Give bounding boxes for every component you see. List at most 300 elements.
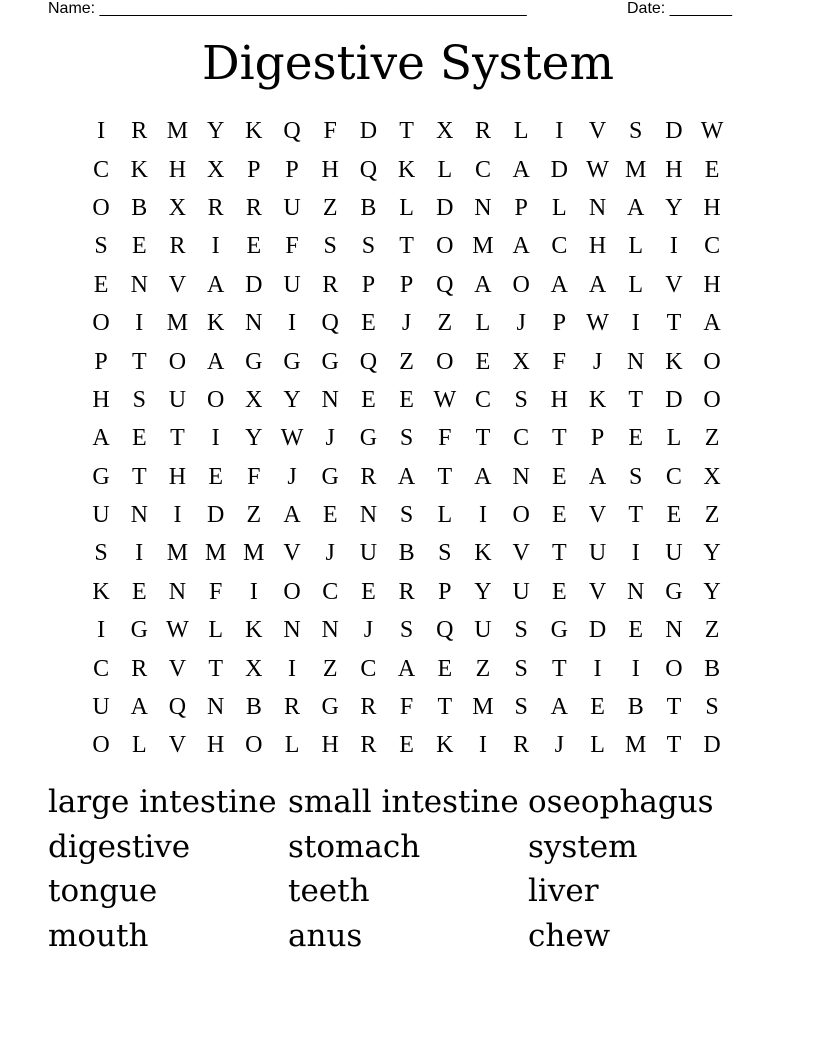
grid-letter: Z — [704, 617, 720, 644]
grid-letter: T — [399, 233, 414, 260]
grid-letter: T — [437, 694, 453, 721]
grid-letter: S — [438, 540, 452, 567]
grid-letter: L — [513, 118, 529, 145]
grid-letter: O — [512, 271, 530, 298]
grid-letter: O — [92, 732, 110, 759]
grid-letter: H — [168, 463, 187, 490]
grid-letter: B — [131, 194, 148, 221]
grid-letter: Z — [475, 655, 491, 682]
grid-letter: M — [166, 540, 189, 567]
grid-letter: A — [627, 194, 645, 221]
grid-letter: P — [399, 271, 414, 298]
grid-letter: F — [399, 694, 414, 721]
grid-row — [82, 304, 731, 342]
grid-letter: K — [397, 156, 416, 183]
grid-letter: E — [552, 502, 567, 529]
grid-letter: A — [588, 463, 607, 490]
grid-row — [82, 381, 731, 419]
grid-letter: B — [245, 694, 262, 721]
grid-letter: Y — [474, 578, 492, 605]
grid-letter: J — [363, 617, 374, 644]
grid-row — [82, 458, 731, 496]
grid-letter: O — [703, 348, 721, 375]
grid-letter: K — [245, 118, 263, 145]
grid-letter: I — [478, 732, 487, 759]
grid-letter: W — [433, 386, 457, 413]
grid-letter: G — [321, 463, 339, 490]
grid-letter: V — [168, 271, 187, 298]
grid-letter: B — [704, 655, 721, 682]
grid-letter: O — [283, 578, 301, 605]
grid-letter: A — [474, 463, 492, 490]
grid-letter: V — [168, 732, 187, 759]
grid-letter: P — [590, 425, 605, 452]
grid-letter: R — [360, 732, 377, 759]
grid-letter: T — [552, 655, 567, 682]
grid-letter: X — [703, 463, 721, 490]
grid-letter: Z — [437, 310, 453, 337]
grid-letter: D — [206, 502, 225, 529]
grid-letter: I — [135, 540, 144, 567]
grid-letter: M — [625, 156, 647, 183]
grid-letter: I — [249, 578, 258, 605]
grid-letter: U — [92, 502, 110, 529]
grid-letter: A — [550, 694, 569, 721]
page-title: Digestive System — [201, 36, 615, 91]
grid-letter: Z — [322, 194, 338, 221]
grid-letter: Y — [283, 386, 301, 413]
grid-letter: H — [321, 732, 339, 759]
grid-letter: R — [474, 118, 491, 145]
grid-row — [82, 649, 731, 687]
grid-letter: R — [207, 194, 224, 221]
grid-letter: G — [665, 578, 683, 605]
grid-letter: E — [208, 463, 223, 490]
grid-letter: G — [130, 617, 148, 644]
grid-letter: G — [550, 617, 569, 644]
grid-letter: R — [245, 194, 262, 221]
grid-letter: S — [323, 233, 337, 260]
grid-letter: Y — [665, 194, 683, 221]
grid-letter: S — [705, 694, 719, 721]
grid-letter: T — [437, 463, 453, 490]
grid-row — [82, 189, 731, 227]
grid-row — [82, 573, 731, 611]
grid-letter: I — [173, 502, 182, 529]
grid-letter: D — [703, 732, 721, 759]
grid-letter: L — [208, 617, 223, 644]
grid-letter: H — [168, 156, 187, 183]
grid-letter: L — [666, 425, 682, 452]
grid-letter: N — [359, 502, 378, 529]
grid-letter: D — [359, 118, 378, 145]
grid-letter: G — [321, 694, 339, 721]
grid-letter: G — [321, 348, 339, 375]
grid-letter: A — [550, 271, 569, 298]
grid-letter: E — [704, 156, 720, 183]
grid-letter: X — [436, 118, 454, 145]
grid-letter: V — [588, 502, 607, 529]
grid-letter: Q — [359, 348, 378, 375]
grid-letter: R — [131, 118, 148, 145]
grid-letter: A — [703, 310, 721, 337]
grid-letter: N — [627, 578, 645, 605]
grid-letter: S — [399, 425, 414, 452]
grid-letter: F — [438, 425, 452, 452]
grid-letter: Q — [321, 310, 339, 337]
grid-letter: P — [94, 348, 108, 375]
grid-letter: U — [474, 617, 492, 644]
grid-letter: T — [170, 425, 185, 452]
grid-letter: V — [588, 118, 607, 145]
grid-letter: N — [245, 310, 263, 337]
grid-letter: I — [669, 233, 678, 260]
grid-letter: T — [208, 655, 223, 682]
grid-letter: X — [206, 156, 225, 183]
grid-letter: J — [287, 463, 297, 490]
grid-letter: C — [551, 233, 568, 260]
grid-letter: I — [97, 118, 106, 145]
grid-letter: T — [628, 386, 644, 413]
grid-letter: A — [512, 156, 530, 183]
grid-letter: K — [206, 310, 225, 337]
grid-letter: U — [665, 540, 683, 567]
grid-letter: S — [361, 233, 376, 260]
grid-letter: L — [131, 732, 147, 759]
grid-letter: L — [437, 156, 453, 183]
grid-letter: J — [401, 310, 412, 337]
grid-letter: E — [131, 578, 147, 605]
grid-row — [82, 342, 731, 380]
grid-letter: H — [206, 732, 225, 759]
grid-letter: R — [169, 233, 186, 260]
grid-letter: B — [398, 540, 415, 567]
grid-letter: Q — [436, 617, 454, 644]
grid-letter: I — [211, 425, 220, 452]
grid-letter: A — [474, 271, 492, 298]
grid-letter: S — [514, 617, 528, 644]
grid-letter: V — [588, 578, 607, 605]
grid-letter: A — [206, 348, 225, 375]
grid-letter: E — [437, 655, 453, 682]
grid-letter: I — [478, 502, 487, 529]
grid-letter: E — [246, 233, 262, 260]
grid-letter: U — [283, 194, 301, 221]
grid-letter: V — [512, 540, 530, 567]
word-list-item: anus — [288, 917, 363, 954]
grid-letter: K — [588, 386, 607, 413]
grid-letter: N — [321, 617, 339, 644]
grid-letter: L — [628, 271, 644, 298]
grid-letter: D — [665, 386, 683, 413]
grid-row — [82, 688, 731, 726]
grid-letter: C — [474, 386, 491, 413]
grid-letter: V — [168, 655, 187, 682]
word-list-item: chew — [528, 917, 611, 954]
grid-letter: U — [588, 540, 607, 567]
grid-letter: E — [666, 502, 682, 529]
grid-letter: Q — [168, 694, 187, 721]
grid-letter: C — [360, 655, 377, 682]
grid-letter: E — [361, 310, 376, 337]
grid-letter: W — [166, 617, 189, 644]
grid-letter: X — [245, 655, 263, 682]
grid-letter: W — [700, 118, 724, 145]
word-list-item: small intestine — [288, 784, 519, 820]
grid-letter: E — [93, 271, 109, 298]
grid-letter: K — [665, 348, 683, 375]
grid-letter: M — [166, 118, 189, 145]
grid-letter: U — [512, 578, 530, 605]
grid-letter: H — [92, 386, 110, 413]
grid-letter: I — [211, 233, 220, 260]
grid-letter: R — [513, 732, 530, 759]
grid-letter: B — [627, 694, 644, 721]
grid-letter: N — [130, 502, 148, 529]
grid-letter: U — [283, 271, 301, 298]
grid-letter: O — [436, 348, 454, 375]
word-list-item: digestive — [48, 828, 191, 865]
grid-letter: T — [475, 425, 491, 452]
grid-letter: A — [130, 694, 148, 721]
grid-letter: T — [131, 463, 147, 490]
grid-letter: M — [472, 694, 494, 721]
grid-letter: S — [514, 386, 528, 413]
grid-letter: Y — [245, 425, 263, 452]
grid-letter: T — [628, 502, 644, 529]
grid-letter: G — [359, 425, 378, 452]
grid-letter: E — [628, 425, 644, 452]
grid-letter: F — [323, 118, 337, 145]
grid-letter: S — [629, 118, 643, 145]
grid-letter: N — [665, 617, 683, 644]
grid-letter: E — [131, 425, 147, 452]
word-list-item: tongue — [48, 873, 158, 909]
grid-letter: C — [704, 233, 721, 260]
grid-letter: P — [361, 271, 376, 298]
grid-letter: W — [280, 425, 304, 452]
grid-letter: C — [322, 578, 339, 605]
grid-letter: A — [206, 271, 225, 298]
grid-letter: E — [361, 386, 376, 413]
grid-letter: C — [665, 463, 682, 490]
grid-letter: E — [590, 694, 605, 721]
grid-letter: K — [92, 578, 110, 605]
grid-letter: Z — [704, 425, 720, 452]
grid-letter: M — [204, 540, 227, 567]
grid-letter: V — [283, 540, 301, 567]
grid-letter: I — [288, 310, 297, 337]
grid-letter: G — [92, 463, 110, 490]
grid-letter: A — [283, 502, 301, 529]
grid-letter: T — [552, 540, 567, 567]
grid-letter: S — [514, 655, 528, 682]
grid-row — [82, 419, 731, 457]
grid-letter: I — [631, 310, 640, 337]
grid-letter: O — [245, 732, 263, 759]
grid-letter: T — [399, 118, 414, 145]
grid-letter: I — [593, 655, 602, 682]
grid-letter: L — [399, 194, 414, 221]
grid-letter: S — [514, 694, 528, 721]
grid-letter: A — [397, 655, 416, 682]
grid-letter: E — [322, 502, 338, 529]
word-list-item: mouth — [48, 917, 149, 954]
grid-letter: H — [703, 194, 721, 221]
grid-letter: N — [321, 386, 339, 413]
grid-letter: O — [436, 233, 454, 260]
word-list-item: teeth — [288, 873, 370, 909]
grid-letter: N — [283, 617, 301, 644]
word-list-item: large intestine — [48, 784, 277, 820]
grid-letter: A — [397, 463, 416, 490]
grid-letter: T — [131, 348, 147, 375]
grid-letter: L — [628, 233, 644, 260]
word-list-item: oseophagus — [528, 784, 714, 820]
grid-letter: O — [703, 386, 721, 413]
grid-letter: K — [436, 732, 454, 759]
grid-letter: F — [208, 578, 223, 605]
grid-letter: P — [247, 156, 261, 183]
grid-letter: H — [703, 271, 721, 298]
grid-letter: R — [398, 578, 415, 605]
grid-letter: R — [131, 655, 148, 682]
grid-letter: N — [168, 578, 187, 605]
grid-letter: X — [168, 194, 187, 221]
grid-letter: J — [516, 310, 526, 337]
word-list-item: system — [528, 828, 638, 865]
grid-letter: U — [359, 540, 378, 567]
grid-letter: J — [554, 732, 565, 759]
grid-letter: L — [284, 732, 300, 759]
grid-row — [82, 227, 731, 265]
grid-letter: R — [284, 694, 301, 721]
grid-letter: O — [512, 502, 530, 529]
grid-letter: O — [92, 310, 110, 337]
grid-letter: J — [325, 425, 335, 452]
grid-letter: I — [135, 310, 144, 337]
grid-letter: S — [399, 617, 414, 644]
grid-letter: K — [474, 540, 492, 567]
grid-letter: U — [92, 694, 110, 721]
grid-letter: X — [245, 386, 263, 413]
grid-letter: Q — [436, 271, 454, 298]
grid-letter: Z — [704, 502, 720, 529]
grid-letter: U — [168, 386, 187, 413]
grid-letter: H — [321, 156, 339, 183]
grid-letter: Y — [703, 578, 721, 605]
grid-letter: D — [588, 617, 607, 644]
worksheet-header — [48, 0, 740, 20]
grid-letter: N — [588, 194, 607, 221]
grid-letter: S — [399, 502, 414, 529]
grid-row — [82, 611, 731, 649]
grid-letter: D — [550, 156, 569, 183]
grid-letter: L — [437, 502, 453, 529]
grid-letter: Y — [703, 540, 721, 567]
grid-letter: M — [166, 310, 189, 337]
grid-letter: C — [513, 425, 530, 452]
grid-letter: Q — [283, 118, 301, 145]
grid-letter: J — [592, 348, 603, 375]
grid-letter: L — [590, 732, 605, 759]
grid-letter: Z — [399, 348, 414, 375]
word-search-grid — [82, 112, 731, 765]
grid-letter: I — [631, 655, 640, 682]
grid-letter: W — [586, 156, 609, 183]
grid-letter: I — [288, 655, 297, 682]
grid-letter: M — [243, 540, 265, 567]
grid-letter: D — [436, 194, 454, 221]
word-list-item: liver — [528, 873, 599, 909]
grid-letter: O — [92, 194, 110, 221]
grid-letter: E — [475, 348, 491, 375]
grid-letter: C — [93, 655, 110, 682]
grid-letter: S — [629, 463, 643, 490]
grid-letter: C — [474, 156, 491, 183]
grid-row — [82, 266, 731, 304]
grid-letter: S — [94, 540, 108, 567]
grid-letter: N — [130, 271, 148, 298]
grid-letter: R — [322, 271, 339, 298]
grid-letter: M — [472, 233, 494, 260]
grid-letter: G — [283, 348, 301, 375]
grid-letter: G — [245, 348, 263, 375]
grid-letter: M — [625, 732, 647, 759]
grid-letter: V — [665, 271, 683, 298]
grid-letter: H — [665, 156, 683, 183]
grid-letter: O — [206, 386, 225, 413]
grid-letter: L — [475, 310, 491, 337]
grid-letter: H — [588, 233, 607, 260]
grid-letter: D — [665, 118, 683, 145]
grid-letter: H — [550, 386, 569, 413]
grid-letter: F — [285, 233, 299, 260]
grid-letter: A — [92, 425, 110, 452]
grid-letter: K — [245, 617, 263, 644]
grid-row — [82, 534, 731, 572]
grid-letter: N — [206, 694, 225, 721]
grid-letter: K — [130, 156, 148, 183]
grid-letter: E — [628, 617, 644, 644]
grid-letter: T — [666, 310, 682, 337]
grid-letter: S — [94, 233, 108, 260]
grid-letter: E — [361, 578, 376, 605]
grid-letter: I — [631, 540, 640, 567]
grid-row — [82, 496, 731, 534]
grid-row — [82, 112, 731, 150]
grid-letter: P — [552, 310, 567, 337]
grid-letter: I — [97, 617, 106, 644]
grid-letter: E — [131, 233, 147, 260]
grid-letter: O — [168, 348, 187, 375]
grid-letter: X — [512, 348, 530, 375]
grid-row — [82, 726, 731, 764]
grid-letter: D — [245, 271, 263, 298]
grid-letter: E — [552, 463, 567, 490]
grid-letter: Y — [206, 118, 225, 145]
word-list-item: stomach — [288, 828, 421, 865]
grid-letter: O — [665, 655, 683, 682]
grid-letter: T — [666, 694, 682, 721]
grid-letter: T — [552, 425, 567, 452]
grid-letter: A — [588, 271, 607, 298]
grid-letter: R — [360, 694, 377, 721]
grid-letter: E — [399, 386, 414, 413]
grid-letter: C — [93, 156, 110, 183]
grid-letter: Z — [246, 502, 262, 529]
date-field: Date: _______ — [627, 0, 732, 17]
